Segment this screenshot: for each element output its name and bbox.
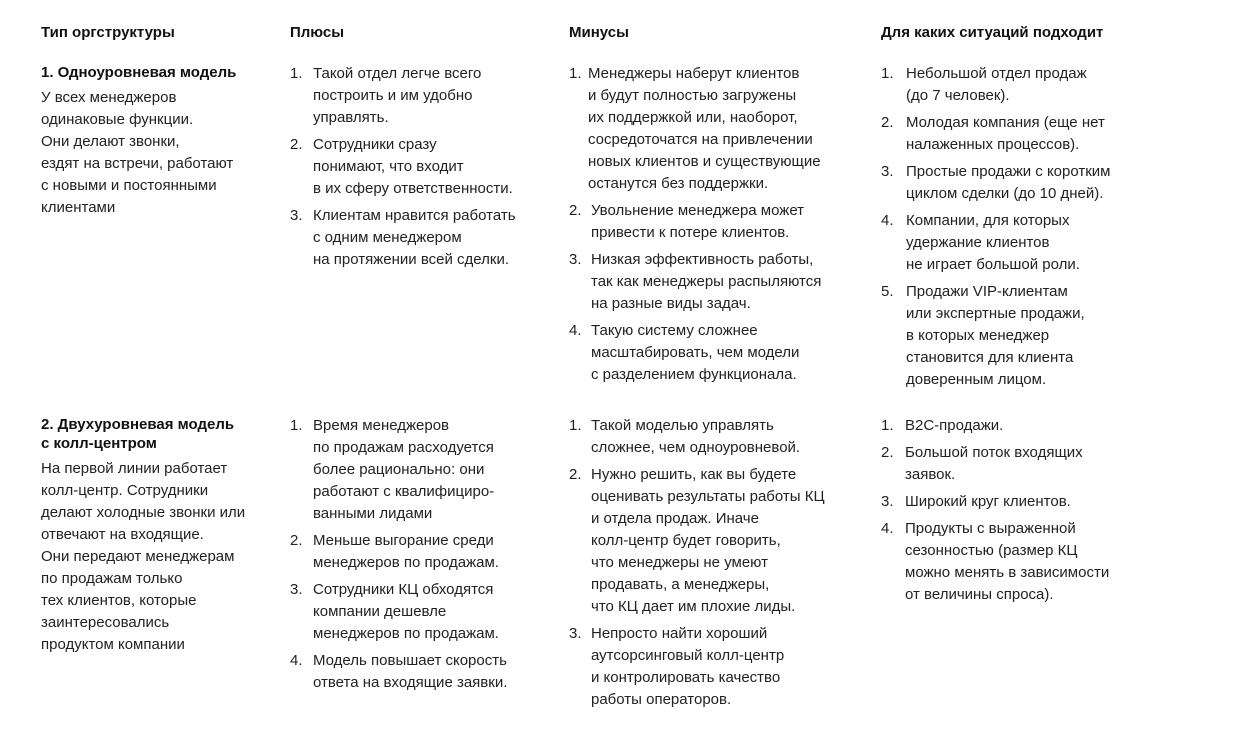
header-situations: Для каких ситуаций подходит	[881, 24, 1104, 41]
row-2-pros-cell	[290, 415, 560, 699]
list-item: 3. Клиентам нравится работать с одним менеджером на протяжении всей сделки.	[290, 207, 516, 268]
list-item: 4. Модель повышает скорость ответа на входящие заявки.	[290, 652, 508, 691]
row-2-situations-cell	[881, 415, 1181, 611]
row-2-type-cell	[41, 415, 281, 656]
list-item: 3. Непросто найти хороший аутсорсинговый колл-центр и контролировать качество работы операторов.	[569, 625, 785, 708]
model-title: 1. Одноуровневая модель	[41, 64, 237, 81]
list-item: 4. Компании, для которых удержание клиентов не играет большой роли.	[881, 212, 1080, 273]
row-1-type-cell	[41, 63, 281, 219]
row-2-cons-cell	[569, 415, 869, 716]
list-item: 1. B2C-продажи.	[881, 417, 1004, 434]
list-item: 1. Небольшой отдел продаж (до 7 человек).	[881, 65, 1087, 104]
model-description: На первой линии работает колл-центр. Сотрудники делают холодные звонки или отвечают на входящие. Они передают менеджерам по продажам только тех клиентов, которые заинтересовались продуктом компании	[41, 460, 246, 653]
list-item: 1. Менеджеры наберут клиентов и будут полностью загружены их поддержкой или, наоборот, сосредоточатся на привлечении новых клиентов и существующие останутся без поддержки.	[569, 65, 821, 192]
cons-list	[569, 63, 869, 386]
row-1-cons-cell	[569, 63, 869, 391]
header-type: Тип оргструктуры	[41, 24, 175, 41]
pros-list	[290, 63, 560, 271]
list-item: 2. Меньше выгорание среди менеджеров по продажам.	[290, 532, 499, 571]
list-item: 1. Время менеджеров по продажам расходуется более рационально: они работают с квалифициро- ванными лидами	[290, 417, 495, 522]
situations-list	[881, 415, 1181, 606]
list-item: 3. Низкая эффективность работы, так как менеджеры распыляются на разные виды задач.	[569, 251, 822, 312]
list-item: 1. Такой отдел легче всего построить и им удобно управлять.	[290, 65, 482, 126]
row-1-situations-cell	[881, 63, 1181, 396]
list-item: 2. Большой поток входящих заявок.	[881, 444, 1083, 483]
list-item: 2. Нужно решить, как вы будете оценивать результаты работы КЦ и отдела продаж. Иначе колл-центр будет говорить, что менеджеры не умеют продавать, а менеджеры, что КЦ дает им плохие лиды.	[569, 466, 825, 615]
cons-list	[569, 415, 869, 711]
pros-list	[290, 415, 560, 694]
list-item: 5. Продажи VIP-клиентам или экспертные продажи, в которых менеджер становится для клиента доверенным лицом.	[881, 283, 1085, 388]
model-title: 2. Двухуровневая модель с колл-центром	[41, 416, 235, 452]
situations-list	[881, 63, 1181, 391]
list-item: 2. Молодая компания (еще нет налаженных процессов).	[881, 114, 1105, 153]
list-item: 4. Продукты с выраженной сезонностью (размер КЦ можно менять в зависимости от величины спроса).	[881, 520, 1110, 603]
row-1-pros-cell	[290, 63, 560, 276]
list-item: 2. Увольнение менеджера может привести к потере клиентов.	[569, 202, 805, 241]
list-item: 1. Такой моделью управлять сложнее, чем одноуровневой.	[569, 417, 801, 456]
list-item: 3. Простые продажи с коротким циклом сделки (до 10 дней).	[881, 163, 1111, 202]
list-item: 4. Такую систему сложнее масштабировать, чем модели с разделением функционала.	[569, 322, 800, 383]
list-item: 3. Сотрудники КЦ обходятся компании дешевле менеджеров по продажам.	[290, 581, 499, 642]
header-cons: Минусы	[569, 24, 629, 41]
list-item: 2. Сотрудники сразу понимают, что входит в их сферу ответственности.	[290, 136, 513, 197]
header-pros: Плюсы	[290, 24, 345, 41]
list-item: 3. Широкий круг клиентов.	[881, 493, 1071, 510]
model-description: У всех менеджеров одинаковые функции. Они делают звонки, ездят на встречи, работают с новыми и постоянными клиентами	[41, 89, 234, 216]
